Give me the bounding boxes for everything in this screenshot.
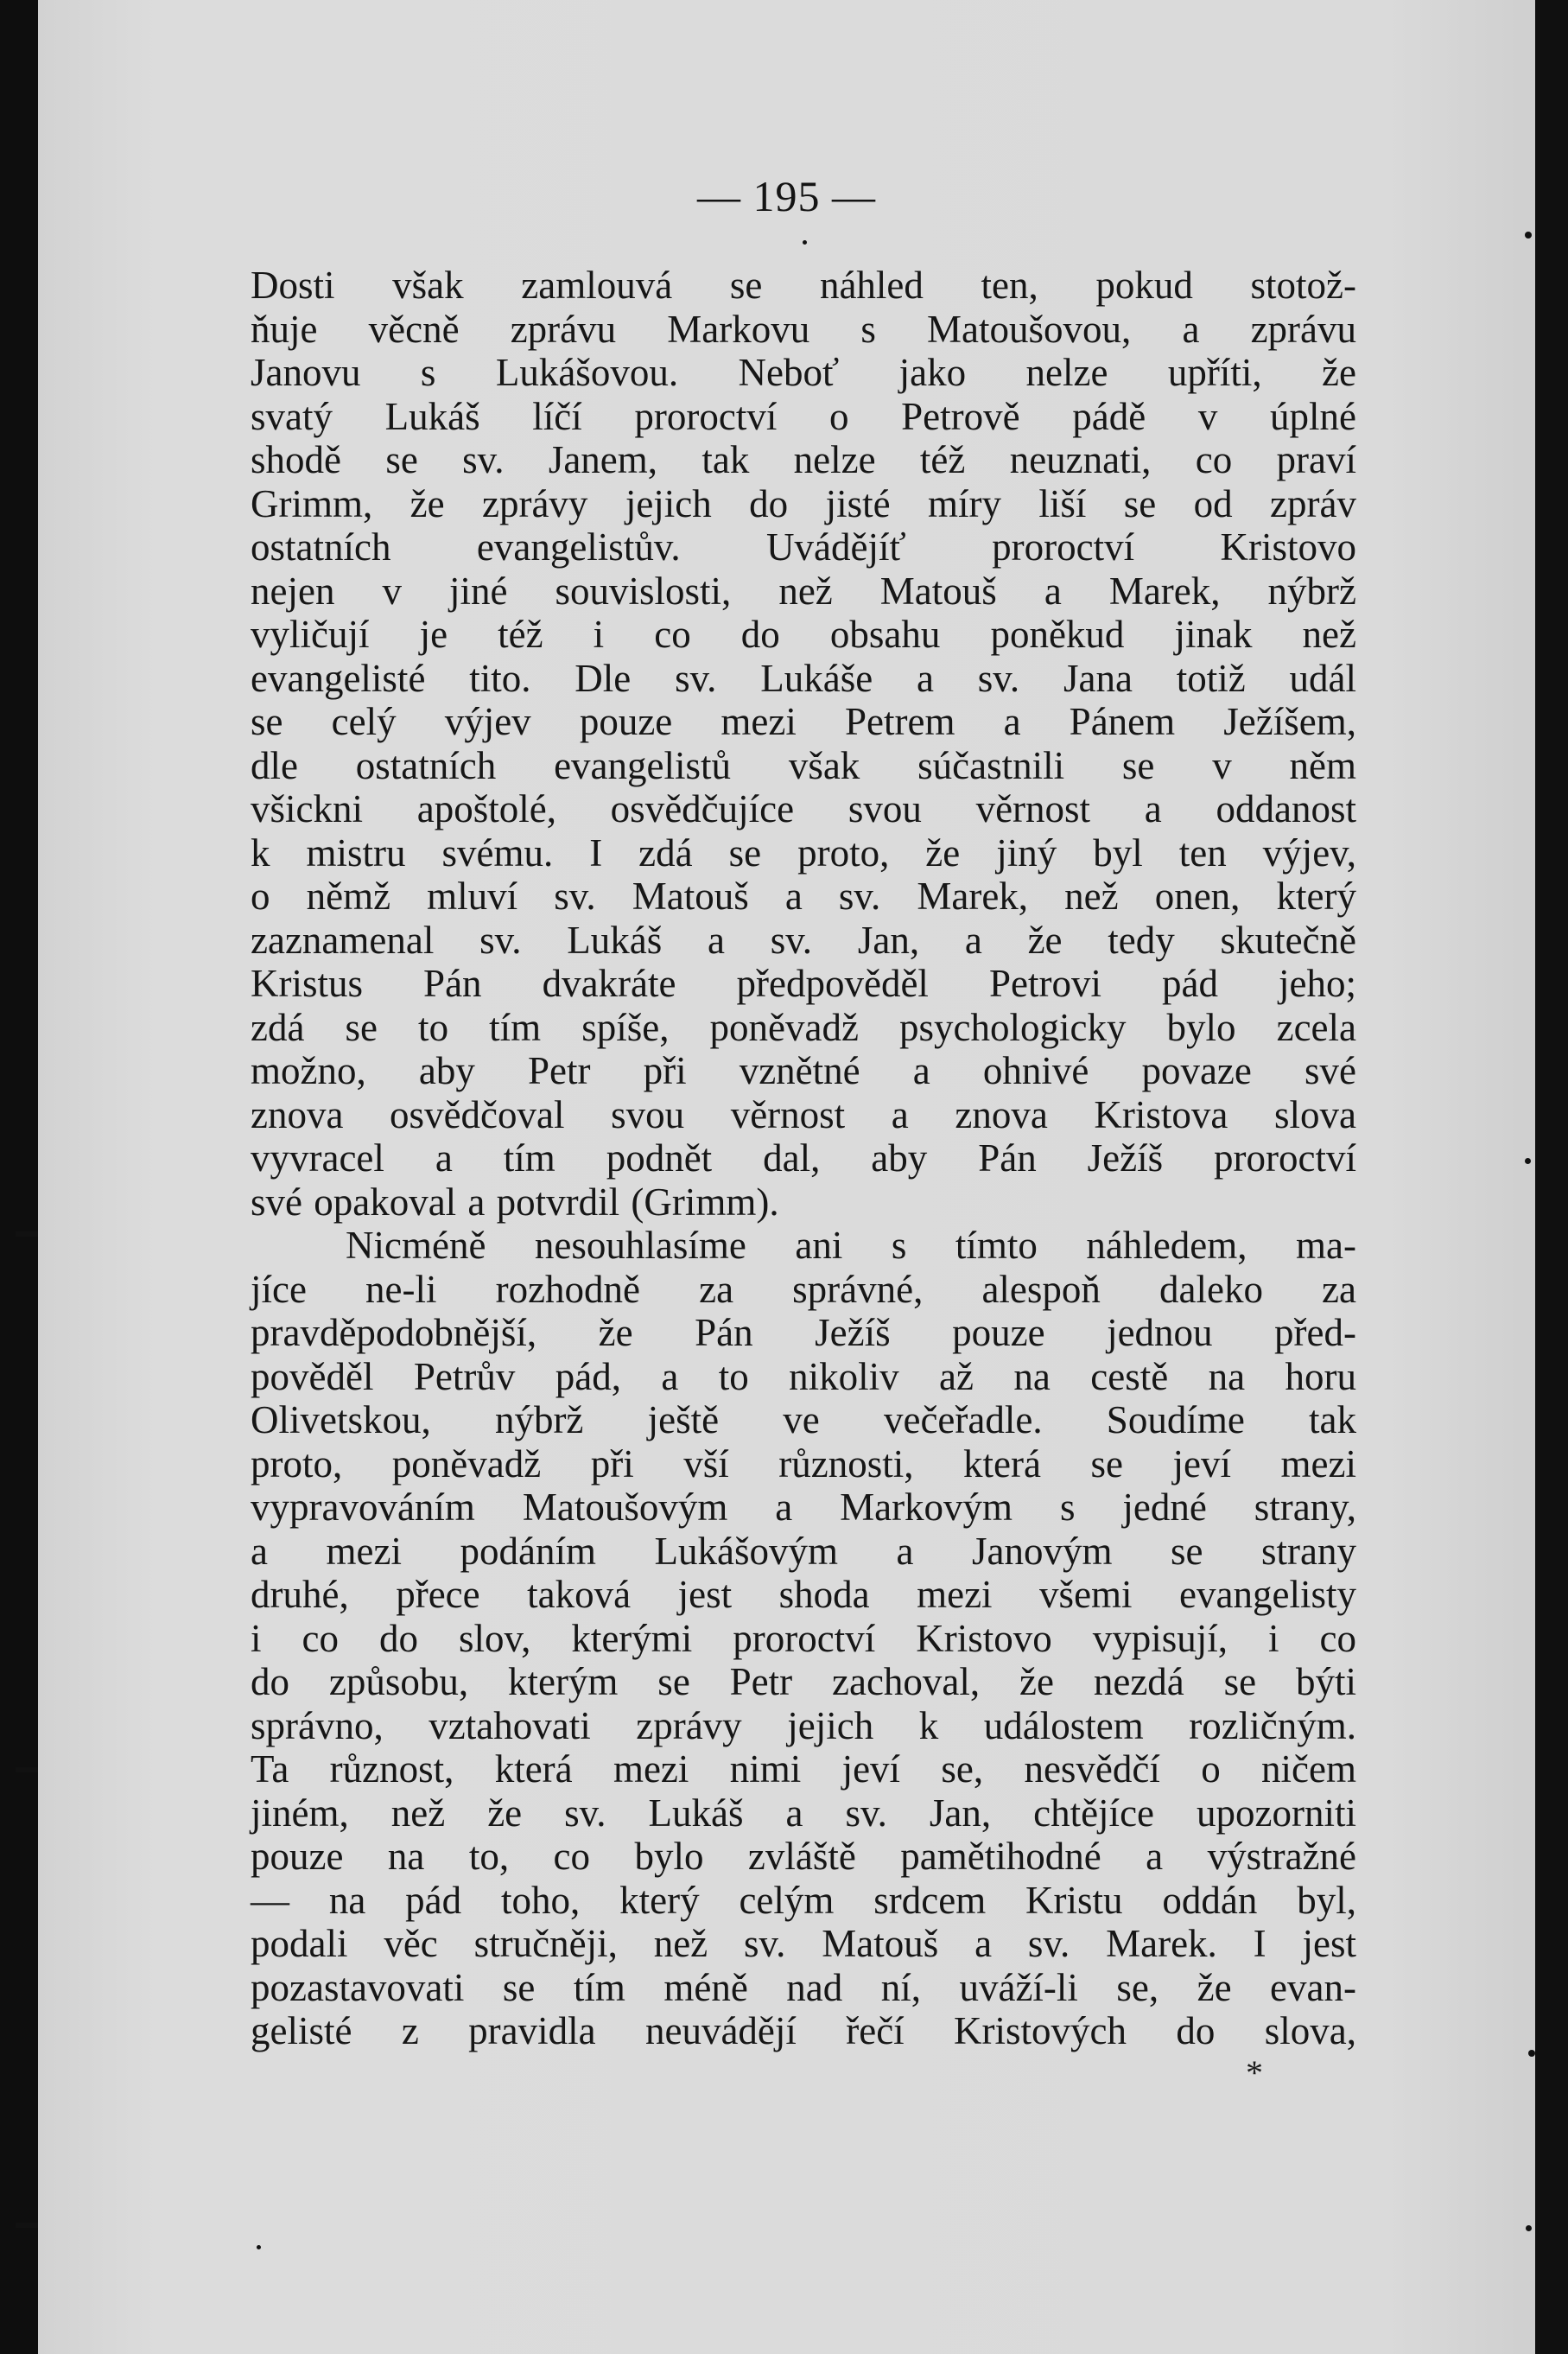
text-line: všickni apoštolé, osvědčujíce svou věrnost a oddanost [251,787,1356,830]
text-line: vyvracel a tím podnět dal, aby Pán Ježíš proroctví [251,1136,1356,1180]
text-line: pověděl Petrův pád, a to nikoliv až na cestě na horu [251,1354,1356,1398]
text-line: o němž mluví sv. Matouš a sv. Marek, než onen, který [251,875,1356,918]
text-line: Kristus Pán dvakráte předpověděl Petrovi pád jeho; [251,962,1356,1005]
text-line: jíce ne-li rozhodně za správné, alespoň daleko za [251,1267,1356,1311]
text-line: i co do slov, kterými proroctví Kristovo vypisují, i co [251,1616,1356,1660]
edge-tick [16,1767,38,1772]
scan-border-right [1535,0,1568,2354]
scan-speck [803,240,807,245]
text-line: pozastavovati se tím méně nad ní, uváží-li se, že evan- [251,1965,1356,2009]
text-line: dle ostatních evangelistů však súčastnili se v něm [251,743,1356,787]
text-line: znova osvědčoval svou věrnost a znova Kristova slova [251,1092,1356,1136]
scan-speck [1526,2225,1532,2231]
text-line: proto, poněvadž při vší různosti, která se jeví mezi [251,1441,1356,1486]
text-line: druhé, přece taková jest shoda mezi všemi evangelisty [251,1573,1356,1616]
paragraph-end-line: své opakoval a potvrdil (Grimm). [251,1180,779,1224]
text-line: zdá se to tím spíše, poněvadž psychologicky bylo zcela [251,1005,1356,1049]
text-line: Olivetskou, nýbrž ještě ve večeřadle. Soudíme tak [251,1398,1356,1441]
text-line: do způsobu, kterým se Petr zachoval, že nezdá se býti [251,1660,1356,1703]
text-line: možno, aby Petr při vznětné a ohnivé povaze své [251,1049,1356,1092]
page-number: — 195 — [697,172,876,220]
text-line: svatý Lukáš líčí proroctví o Petrově pádě v úplné [251,394,1356,438]
text-line: pouze na to, co bylo zvláště pamětihodné a výstražné [251,1835,1356,1878]
edge-tick [16,2223,38,2228]
text-line: shodě se sv. Janem, tak nelze též neuznati, co praví [251,438,1356,481]
body-text [251,264,1356,2053]
text-line: správno, vztahovati zprávy jejich k událostem rozličným. [251,1703,1356,1747]
paragraph-start-line: Nicméně nesouhlasíme ani s tímto náhledem, ma- [346,1224,1356,1267]
text-line: Dosti však zamlouvá se náhled ten, pokud stotož- [251,264,1356,307]
text-line: zaznamenal sv. Lukáš a sv. Jan, a že tedy skutečně [251,918,1356,962]
text-line: Ta různost, která mezi nimi jeví se, nesvědčí o ničem [251,1747,1356,1791]
signature-mark: * [1246,2053,1263,2092]
text-line: ňuje věcně zprávu Markovu s Matoušovou, a zprávu [251,307,1356,351]
text-line: vyličují je též i co do obsahu poněkud jinak než [251,613,1356,656]
text-line: a mezi podáním Lukášovým a Janovým se strany [251,1529,1356,1573]
scan-speck [1525,232,1532,239]
text-line: jiném, než že sv. Lukáš a sv. Jan, chtějíce upozorniti [251,1791,1356,1835]
book-page [38,0,1535,2354]
scan-speck [1525,1158,1531,1164]
text-line: podali věc stručněji, než sv. Matouš a sv. Marek. I jest [251,1922,1356,1965]
text-line: ostatních evangelistův. Uvádějíť proroctví Kristovo [251,525,1356,569]
text-line: vypravováním Matoušovým a Markovým s jedné strany, [251,1486,1356,1529]
edge-tick [16,1231,38,1237]
scan-border-left [0,0,38,2354]
text-line: k mistru svému. I zdá se proto, že jiný byl ten výjev, [251,830,1356,875]
scan-speck [1528,2050,1535,2057]
text-line: — na pád toho, který celým srdcem Kristu oddán byl, [251,1878,1356,1922]
text-line: evangelisté tito. Dle sv. Lukáše a sv. Jana totiž udál [251,656,1356,700]
scan-speck [257,2245,261,2249]
text-line: nejen v jiné souvislosti, než Matouš a Marek, nýbrž [251,569,1356,613]
text-line: Janovu s Lukášovou. Neboť jako nelze upříti, že [251,351,1356,394]
text-line: se celý výjev pouze mezi Petrem a Pánem Ježíšem, [251,700,1356,743]
text-line: gelisté z pravidla neuvádějí řečí Kristových do slova, [251,2009,1356,2052]
text-line: pravděpodobnější, že Pán Ježíš pouze jednou před- [251,1311,1356,1354]
text-line: Grimm, že zprávy jejich do jisté míry liší se od zpráv [251,481,1356,525]
